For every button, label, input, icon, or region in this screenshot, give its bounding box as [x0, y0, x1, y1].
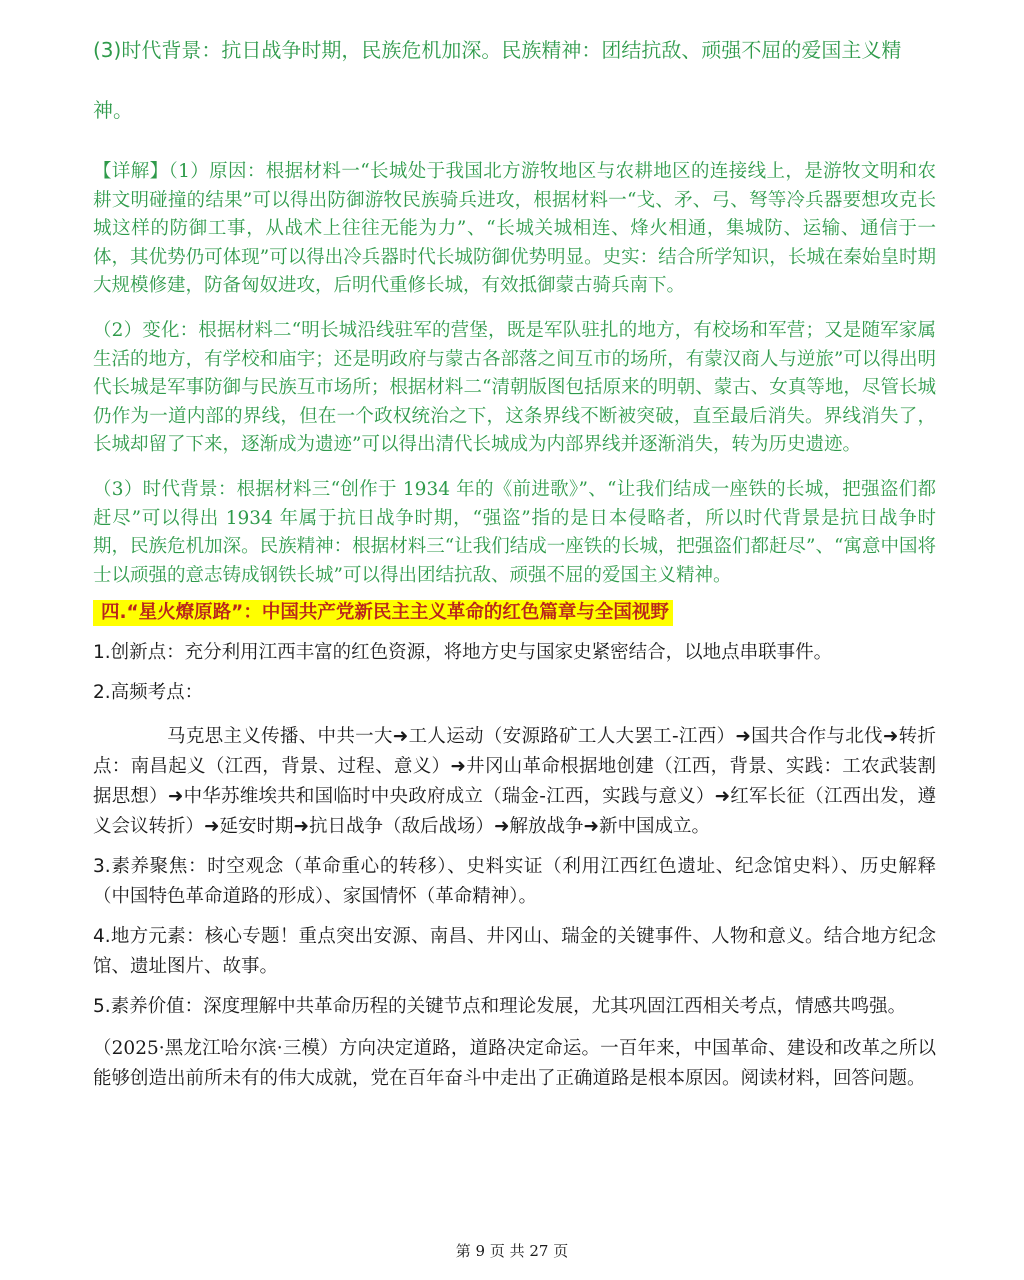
- section-item-local-elements: 4.地方元素：核心专题！重点突出安源、南昌、井冈山、瑞金的关键事件、人物和意义。结合地方纪念馆、遗址图片、故事。: [93, 926, 936, 978]
- explanation-paragraph-3: （3）时代背景：根据材料三“创作于 1934 年的《前进歌》”、“让我们结成一座铁的长城，把强盗们都赶尽”可以得出 1934 年属于抗日战争时期，“强盗”指的是日本侵略者，所以时代背景是抗日战争时期，民族危机加深。民族精神：根据材料三“让我们结成一座铁的长城，把强盗们都赶尽”、“寓意中国将士以顽强的意志铸成钢铁长城”可以得出团结抗敌、顽强不屈的爱国主义精神。: [93, 478, 936, 586]
- explanation-paragraph-1: 【详解】（1）原因：根据材料一“长城处于我国北方游牧地区与农耕地区的连接线上，是游牧文明和农耕文明碰撞的结果”可以得出防御游牧民族骑兵进攻，根据材料一“戈、矛、弓、弩等冷兵器要想攻克长城这样的防御工事，从战术上往往无能为力”、“长城关城相连、烽火相通，集城防、运输、通信于一体，其优势仍可体现”可以得出冷兵器时代长城防御优势明显。史实：结合所学知识，长城在秦始皇时期大规模修建，防备匈奴进攻，后明代重修长城，有效抵御蒙古骑兵南下。: [93, 161, 936, 297]
- section-heading-wrapper: [93, 590, 936, 626]
- section-item-literacy-value: 5.素养价值：深度理解中共革命历程的关键节点和理论发展，尤其巩固江西相关考点，情感共鸣强。: [93, 996, 907, 1018]
- answer-line: (3)时代背景：抗日战争时期，民族危机加深。民族精神：团结抗敌、顽强不屈的爱国主义精神。: [93, 38, 902, 122]
- section-item-innovation: 1.创新点：充分利用江西丰富的红色资源，将地方史与国家史紧密结合，以地点串联事件。: [93, 642, 833, 664]
- section-item-key-points: 2.高频考点：: [93, 682, 204, 704]
- section-heading: 四.“星火燎原路”：中国共产党新民主主义革命的红色篇章与全国视野: [93, 600, 673, 626]
- page-footer: 第 9 页 共 27 页: [455, 1242, 569, 1260]
- section-item-literacy-focus: 3.素养聚焦：时空观念（革命重心的转移）、史料实证（利用江西红色遗址、纪念馆史料）、历史解释（中国特色革命道路的形成）、家国情怀（革命精神）。: [93, 856, 936, 908]
- question-intro: （2025·黑龙江哈尔滨·三模）方向决定道路，道路决定命运。一百年来，中国革命、建设和改革之所以能够创造出前所未有的伟大成就，党在百年奋斗中走出了正确道路是根本原因。阅读材料，回答问题。: [93, 1038, 936, 1090]
- section-item-key-points-detail: 马克思主义传播、中共一大➜工人运动（安源路矿工人大罢工-江西）➜国共合作与北伐➜转折点：南昌起义（江西，背景、过程、意义）➜井冈山革命根据地创建（江西，背景、实践：工农武装割据思想）➜中华苏维埃共和国临时中央政府成立（瑞金-江西，实践与意义）➜红军长征（江西出发，遵义会议转折）➜延安时期➜抗日战争（敌后战场）➜解放战争➜新中国成立。: [93, 726, 936, 838]
- explanation-paragraph-2: （2）变化：根据材料二“明长城沿线驻军的营堡，既是军队驻扎的地方，有校场和军营；又是随军家属生活的地方，有学校和庙宇；还是明政府与蒙古各部落之间互市的场所，有蒙汉商人与逆旅”可以得出明代长城是军事防御与民族互市场所；根据材料二“清朝版图包括原来的明朝、蒙古、女真等地，尽管长城仍作为一道内部的界线，但在一个政权统治之下，这条界线不断被突破，直至最后消失。界线消失了，长城却留了下来，逐渐成为遗迹”可以得出清代长城成为内部界线并逐渐消失，转为历史遗迹。: [93, 319, 936, 456]
